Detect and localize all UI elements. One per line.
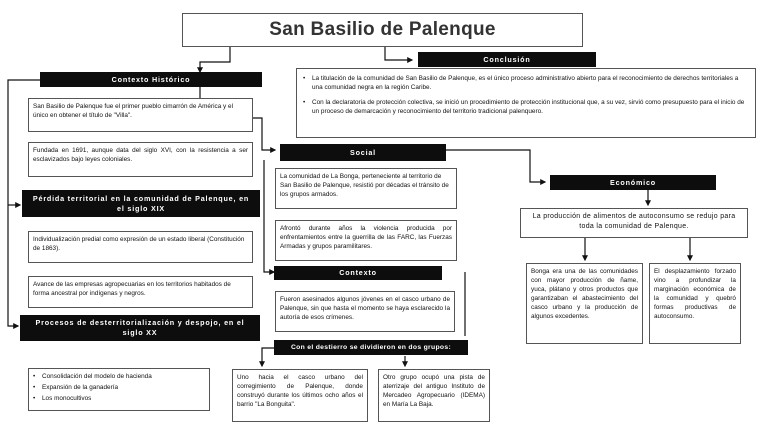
- line-title-historic: [200, 47, 230, 72]
- deterritorialization-item: • Consolidación del modelo de hacienda: [33, 372, 205, 381]
- economic-box-3: El desplazamiento forzado vino a profundizar la marginación económica de la comunidad y quebró formas productivas de autoconsumo.: [649, 263, 741, 344]
- social-header: Social: [280, 144, 446, 161]
- economic-box-2: Bonga era una de las comunidades con mayor producción de ñame, yuca, plátano y otros productos que garantizaban el abastecimiento del casco urbano y la producción de algunos excedentes.: [526, 263, 643, 344]
- exile-header: Con el destierro se dividieron en dos grupos:: [274, 340, 468, 355]
- historic-box-1: San Basilio de Palenque fue el primer pueblo cimarrón de América y el único en obtener el título de "Villa".: [28, 98, 253, 132]
- deterritorialization-box: [28, 368, 210, 411]
- economic-box-1: La producción de alimentos de autoconsumo se redujo para toda la comunidad de Palenque.: [520, 208, 748, 238]
- line-social-context: [264, 160, 274, 272]
- deterritorialization-item: • Expansión de la ganadería: [33, 383, 205, 392]
- historic-header: Contexto Histórico: [40, 72, 262, 87]
- territorial-loss-box-1: Individualización predial como expresión de un estado liberal (Constitución de 1863).: [28, 231, 253, 263]
- context-box: Fueron asesinados algunos jóvenes en el casco urbano de Palenque, sin que hasta el momento se haya esclarecido la autoría de esos crímenes.: [275, 291, 455, 332]
- territorial-loss-header: Pérdida territorial en la comunidad de Palenque, en el siglo XIX: [22, 190, 260, 217]
- conclusion-header: Conclusión: [418, 52, 596, 67]
- economic-header: Económico: [550, 175, 716, 190]
- territorial-loss-box-2: Avance de las empresas agropecuarias en los territorios habitados de forma ancestral por indígenas y negros.: [28, 276, 253, 308]
- exile-group-1-box: Uno hacia el casco urbano del corregimiento de Palenque, donde construyó durante los últimos ocho años el barrio "La Bonguita".: [232, 369, 368, 422]
- conclusion-item: • Con la declaratoria de protección colectiva, se inició un procedimiento de protección institucional que, a su vez, sirvió como presupuesto para el inicio de un proceso de demarcación y reconocimiento del territorio tradicional palenquero.: [303, 98, 749, 116]
- diagram-title: San Basilio de Palenque: [182, 13, 583, 47]
- line-title-conclusion: [385, 47, 412, 60]
- line-social-economic: [446, 150, 545, 182]
- deterritorialization-item: • Los monocultivos: [33, 394, 205, 403]
- social-box-2: Afrontó durante años la violencia producida por enfrentamientos entre la guerrilla de las FARC, las Fuerzas Armadas y grupos paramilitares.: [275, 220, 457, 261]
- deterritorialization-header: Procesos de desterritorialización y despojo, en el siglo XX: [20, 315, 260, 341]
- conclusion-item: • La titulación de la comunidad de San Basilio de Palenque, es el único proceso administrativo abierto para el reconocimiento de derechos territoriales a una comunidad negra en la región Caribe.: [303, 74, 749, 92]
- exile-group-2-box: Otro grupo ocupó una pista de aterrizaje del antiguo Instituto de Mercadeo Agropecuario (IDEMA) en María La Baja.: [378, 369, 490, 422]
- conclusion-box: [296, 68, 756, 138]
- context-header: Contexto: [274, 266, 442, 280]
- line-exile-group1: [262, 348, 274, 366]
- social-box-1: La comunidad de La Bonga, perteneciente al territorio de San Basilio de Palenque, resistió por décadas el tránsito de los grupos armados.: [275, 168, 457, 209]
- historic-box-2: Fundada en 1691, aunque data del siglo XVI, con la resistencia a ser esclavizados bajo leyes coloniales.: [28, 142, 253, 177]
